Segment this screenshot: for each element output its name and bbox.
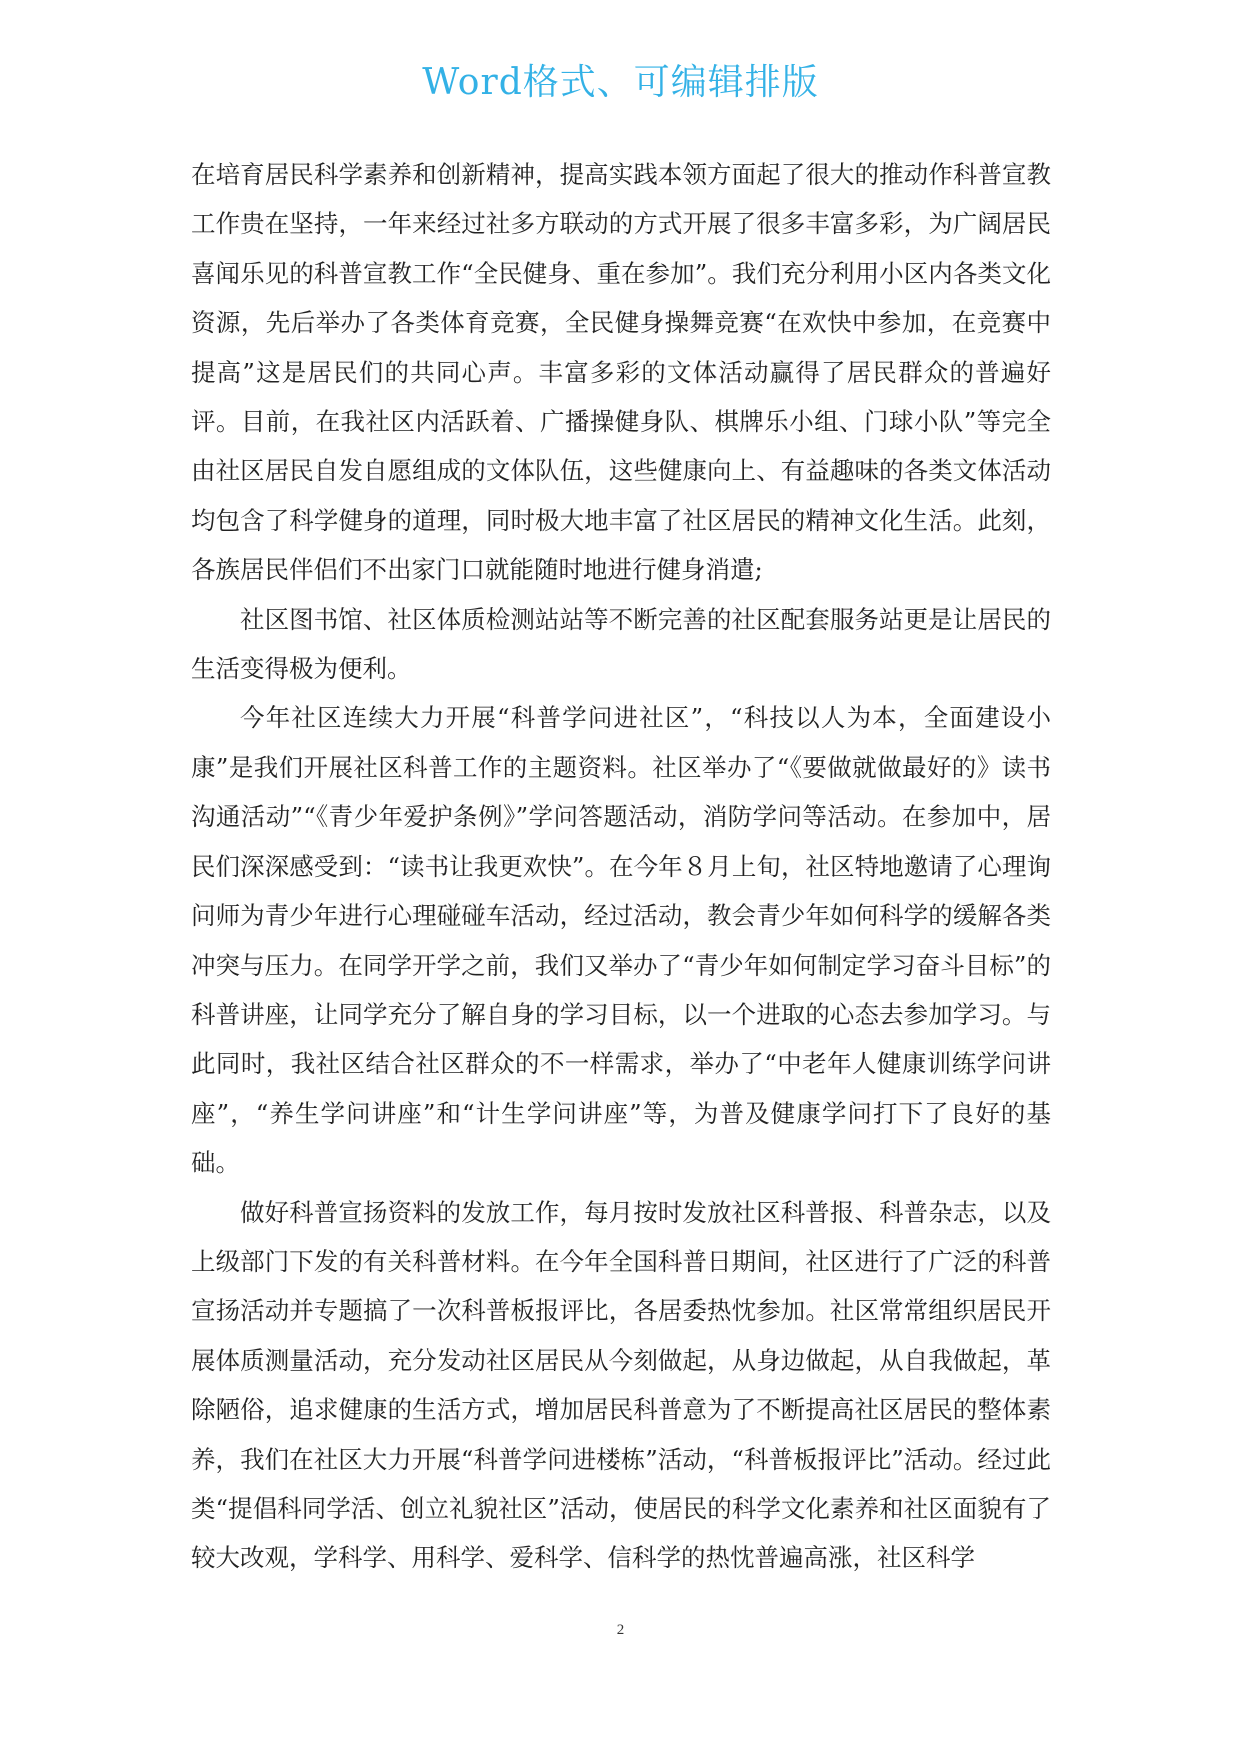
paragraph-2: 社区图书馆、社区体质检测站站等不断完善的社区配套服务站更是让居民的生活变得极为便利。 [191, 604, 1051, 684]
paragraph-4: 做好科普宣扬资料的发放工作，每月按时发放社区科普报、科普杂志，以及上级部门下发的有关科普材料。在今年全国科普日期间，社区进行了广泛的科普宣扬活动并专题搞了一次科普板报评比，各居委热忱参加。社区常常组织居民开展体质测量活动，充分发动社区居民从今刻做起，从身边做起，从自我做起，革除陋俗，追求健康的生活方式，增加居民科普意为了不断提高社区居民的整体素养，我们在社区大力开展“科普学问进楼栋”活动，“科普板报评比”活动。经过此类“提倡科同学活、创立礼貌社区”活动，使居民的科学文化素养和社区面貌有了较大改观，学科学、用科学、爱科学、信科学的热忱普遍高涨，社区科学 [191, 1197, 1051, 1573]
paragraph-1: 在培育居民科学素养和创新精神，提高实践本领方面起了很大的推动作科普宣教工作贵在坚持，一年来经过社多方联动的方式开展了很多丰富多彩，为广阔居民喜闻乐见的科普宣教工作“全民健身、重在参加”。我们充分利用小区内各类文化资源，先后举办了各类体育竞赛，全民健身操舞竞赛“在欢快中参加，在竞赛中提高”这是居民们的共同心声。丰富多彩的文体活动赢得了居民群众的普遍好评。目前，在我社区内活跃着、广播操健身队、棋牌乐小组、门球小队”等完全由社区居民自发自愿组成的文体队伍，这些健康向上、有益趣味的各类文体活动均包含了科学健身的道理，同时极大地丰富了社区居民的精神文化生活。此刻，各族居民伴侣们不出家门口就能随时地进行健身消遣; [191, 160, 1051, 585]
page-number: 2 [616, 1622, 625, 1638]
document-body [191, 150, 1051, 1583]
header-title: Word格式、可编辑排版 [422, 62, 819, 103]
paragraph-3: 今年社区连续大力开展“科普学问进社区”，“科技以人为本，全面建设小康”是我们开展社区科普工作的主题资料。社区举办了“《要做就做最好的》读书沟通活动”“《青少年爱护条例》”学问答题活动，消防学问等活动。在参加中，居民们深深感受到：“读书让我更欢快”。在今年８月上旬，社区特地邀请了心理询问师为青少年进行心理碰碰车活动，经过活动，教会青少年如何科学的缓解各类冲突与压力。在同学开学之前，我们又举办了“青少年如何制定学习奋斗目标”的科普讲座，让同学充分了解自身的学习目标，以一个进取的心态去参加学习。与此同时，我社区结合社区群众的不一样需求，举办了“中老年人健康训练学问讲座”，“养生学问讲座”和“计生学问讲座”等，为普及健康学问打下了良好的基础。 [191, 703, 1051, 1178]
